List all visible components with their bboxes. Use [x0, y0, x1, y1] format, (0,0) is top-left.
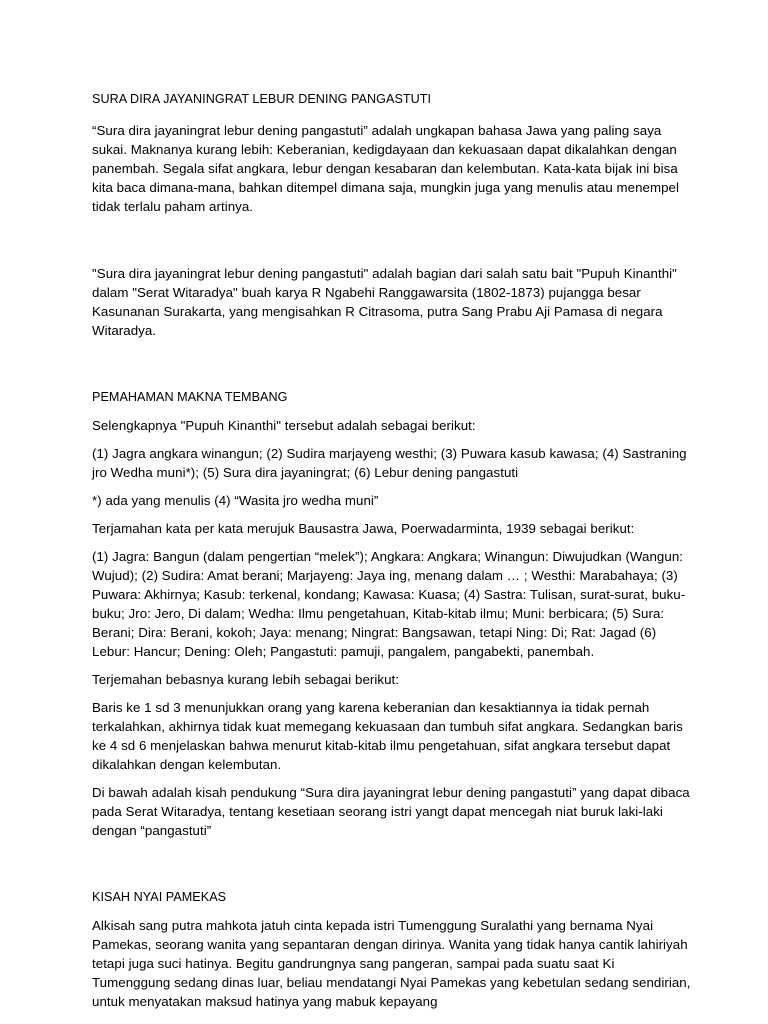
section-heading-kisah: KISAH NYAI PAMEKAS [92, 890, 227, 904]
section-1-paragraph-2: (1) Jagra angkara winangun; (2) Sudira marjayeng westhi; (3) Puwara kasub kawasa; (4) Sastraning jro Wedha muni*); (5) Sura dira jayaningrat; (6) Lebur dening pangastuti [92, 446, 687, 480]
section-heading-pemahaman: PEMAHAMAN MAKNA TEMBANG [92, 390, 288, 404]
intro-paragraph-2: "Sura dira jayaningrat lebur dening pangastuti" adalah bagian dari salah satu bait "Pupuh Kinanthi" dalam "Serat Witaradya" buah karya R Ngabehi Ranggawarsita (1802-1873) pujangga besar Kasunanan Surakarta, yang mengisahkan R Citrasoma, putra Sang Prabu Aji Pamasa di negara Witaradya. [92, 266, 677, 338]
section-2-paragraph-1: Alkisah sang putra mahkota jatuh cinta kepada istri Tumenggung Suralathi yang bernama Nyai Pamekas, seorang wanita yang sepantaran dengan dirinya. Wanita yang tidak hanya cantik lahiriyah tetapi juga suci hatinya. Begitu gandrungnya sang pangeran, sampai pada suatu saat Ki Tumenggung sedang dinas luar, beliau mendatangi Nyai Pamekas yang kebetulan sedang sendirian, untuk menyatakan maksud hatinya yang mabuk kepayang [92, 918, 691, 1009]
intro-paragraph-1: “Sura dira jayaningrat lebur dening pangastuti” adalah ungkapan bahasa Jawa yang paling saya sukai. Maknanya kurang lebih: Keberanian, kedigdayaan dan kekuasaan dapat dikalahkan dengan panembah. Segala sifat angkara, lebur dengan kesabaran dan kelembutan. Kata-kata bijak ini bisa kita baca dimana-mana, bahkan ditempel dimana saja, mungkin juga yang menulis atau menempel tidak terlalu paham artinya. [92, 123, 679, 214]
section-1-paragraph-1: Selengkapnya "Pupuh Kinanthi" tersebut adalah sebagai berikut: [92, 418, 476, 433]
section-1-paragraph-6: Terjemahan bebasnya kurang lebih sebagai berikut: [92, 672, 399, 687]
document-page [92, 90, 692, 1011]
section-1-paragraph-5: (1) Jagra: Bangun (dalam pengertian “melek”); Angkara: Angkara; Winangun: Diwujudkan (Wangun: Wujud); (2) Sudira: Amat berani; Marjayeng: Jaya ing, menang dalam … ; Westhi: Marabahaya; (3) Puwara: Akhirnya; Kasub: terkenal, kondang; Kawasa: Kuasa; (4) Sastra: Tulisan, surat-surat, buku-buku; Jro: Jero, Di dalam; Wedha: Ilmu pengetahuan, Kitab-kitab ilmu; Muni: berbicara; (5) Sura: Berani; Dira: Berani, kokoh; Jaya: menang; Ningrat: Bangsawan, tetapi Ning: Di; Rat: Jagad (6) Lebur: Hancur; Dening: Oleh; Pangastuti: pamuji, pangalem, pangabekti, panembah. [92, 549, 686, 659]
section-1-paragraph-8: Di bawah adalah kisah pendukung “Sura dira jayaningrat lebur dening pangastuti” yang dapat dibaca pada Serat Witaradya, tentang kesetiaan seorang istri yangt dapat mencegah niat buruk laki-laki dengan “pangastuti” [92, 785, 690, 838]
section-1-paragraph-7: Baris ke 1 sd 3 menunjukkan orang yang karena keberanian dan kesaktiannya ia tidak pernah terkalahkan, akhirnya tidak kuat memegang kekuasaan dan tumbuh sifat angkara. Sedangkan baris ke 4 sd 6 menjelaskan bahwa menurut kitab-kitab ilmu pengetahuan, sifat angkara tersebut dapat dikalahkan dengan kelembutan. [92, 700, 683, 772]
section-1-paragraph-3: *) ada yang menulis (4) “Wasita jro wedha muni” [92, 493, 379, 508]
section-1-paragraph-4: Terjamahan kata per kata merujuk Bausastra Jawa, Poerwadarminta, 1939 sebagai berikut: [92, 521, 635, 536]
document-title: SURA DIRA JAYANINGRAT LEBUR DENING PANGASTUTI [92, 92, 432, 106]
